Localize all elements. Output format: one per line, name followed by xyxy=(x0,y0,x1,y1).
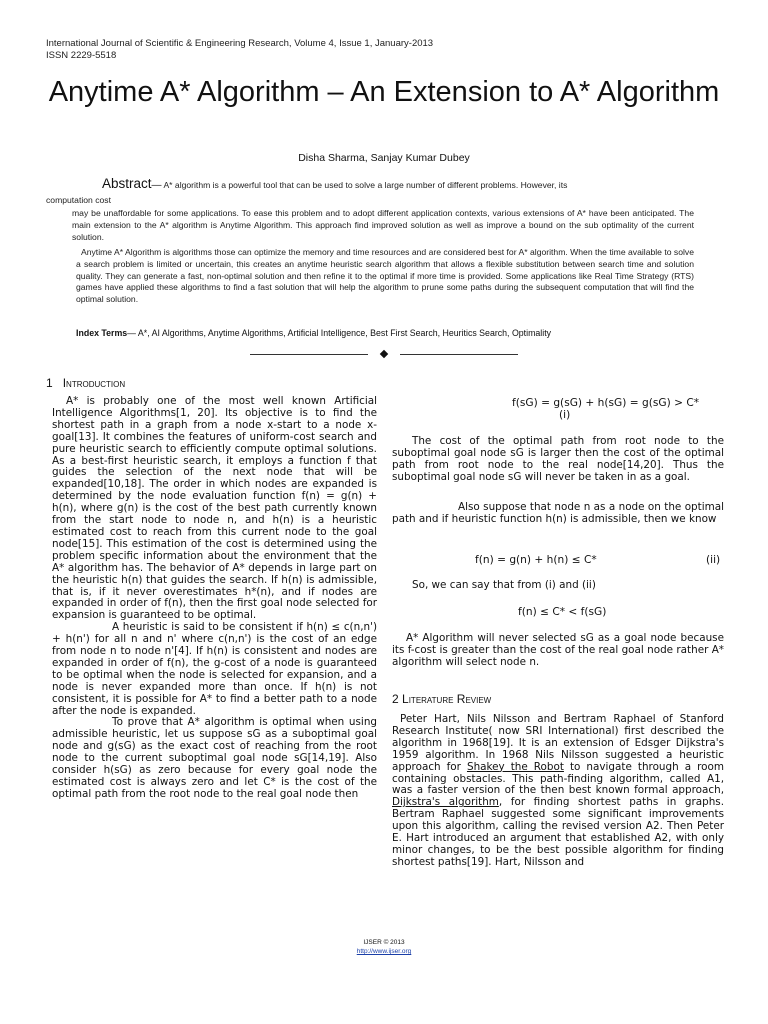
literature-paragraph-1 xyxy=(392,714,724,869)
intro-paragraph-3: To prove that A* algorithm is optimal when using admissible heuristic, let us suppose sG as a suboptimal goal node and g(sG) as the exact cost of reaching from the root node to the current suboptimal goal node sG[14,19]. Also consider h(sG) as zero because for every goal node the estimated cost is always zero and let C* is the cost of the optimal path from the root node to the real goal node then xyxy=(52,716,377,800)
journal-header: International Journal of Scientific & Engineering Research, Volume 4, Issue 1, January-2013 xyxy=(46,38,434,49)
equation-1: f(sG) = g(sG) + h(sG) = g(sG) > C* xyxy=(512,397,700,409)
right-paragraph-1: The cost of the optimal path from root node to the suboptimal goal node sG is larger then the cost of the optimal path from root node to the real node[14,20]. Thus the suboptimal goal node sG will never be taken in as a goal. xyxy=(392,435,724,483)
equation-3: f(n) ≤ C* < f(sG) xyxy=(518,606,607,618)
abstract-first-line xyxy=(102,178,702,192)
index-terms-dash: — xyxy=(127,328,136,338)
section-2-number: 2 xyxy=(392,692,399,706)
footer-url-link[interactable]: http://www.ijser.org xyxy=(356,948,412,955)
equation-1-label: (i) xyxy=(559,409,571,421)
index-terms xyxy=(76,328,551,338)
section-1-number: 1 xyxy=(46,376,53,390)
footer-copyright: IJSER © 2013 xyxy=(363,939,405,946)
diamond-icon xyxy=(380,350,388,358)
intro-paragraph-2: A heuristic is said to be consistent if h(n) ≤ c(n,n') + h(n') for all n and n' where c(n,n') is the cost of an edge from node n to node n'[4]. If h(n) is consistent and nodes are expanded in order of f(n), the g-cost of a node is guaranteed to be optimal when the node is selected for expansion, and a node is never expanded more than once. If h(n) is not consistent, it is possible for A* to find a better path to a node after the node is expanded. xyxy=(52,621,377,717)
index-terms-label: Index Terms xyxy=(76,328,128,338)
section-2-title: Literature Review xyxy=(402,692,492,706)
section-1-title: Introduction xyxy=(62,376,126,390)
abstract-line1: A* algorithm is a powerful tool that can be used to solve a large number of different problems. However, its xyxy=(161,180,568,190)
index-terms-text: A*, AI Algorithms, Anytime Algorithms, Artificial Intelligence, Best First Search, Heuritics Search, Optimality xyxy=(135,328,552,338)
authors: Disha Sharma, Sanjay Kumar Dubey xyxy=(298,152,470,164)
shakey-the-robot-link[interactable]: Shakey the Robot xyxy=(466,760,564,773)
abstract-paragraph-2: Anytime A* Algorithm is algorithms those can optimize the memory and time resources and are considered best for A* algorithm. When the time available to solve a search problem is limited or uncertain, this creates an anytime heuristic search algorithm that allows a flexible substitution between search time and solution quality. They can generate a fast, non-optimal solution and then refine it to the optimal if more time is provided. Some applications like Real Time Strategy (RTS) games have applied these algorithms to find a fast solution that will help the algorithm to prune some paths during the subsequent computation that will find the optimal solution. xyxy=(76,247,694,305)
issn-line: ISSN 2229-5518 xyxy=(46,50,117,61)
section-1-heading xyxy=(46,376,125,390)
abstract-paragraph-1: may be unaffordable for some applications. To ease this problem and to adopt different application contexts, various extensions of A* have been anticipated. The main extension to the A* algorithm is Anytime Algorithm. This approach find improved solution as well as improve a bound on the sub optimality of the current solution. xyxy=(72,208,694,242)
paper-title: Anytime A* Algorithm – An Extension to A* Algorithm xyxy=(48,76,720,108)
right-paragraph-2: Also suppose that node n as a node on the optimal path and if heuristic function h(n) is admissible, then we know xyxy=(392,501,724,525)
section-2-heading xyxy=(392,692,491,706)
lit-text-c: , for finding shortest paths in graphs. Bertram Raphael suggested some significant improvements upon this algorithm, calling the revised version A2. Then Peter E. Hart introduced an argument that established A2, with only minor changes, to be the best possible algorithm for finding shortest paths[19]. Hart, Nilsson and xyxy=(392,796,724,868)
dijkstras-algorithm-link[interactable]: Dijkstra's algorithm xyxy=(392,796,499,809)
lit-text-a: Peter Hart, Nils Nilsson and Bertram Raphael of Stanford Research Institute( now SRI International) first described the algorithm in 1968[19]. It is an extension of Edsger Dijkstra's 1959 algorithm. In 1968 Nils Nilsson suggested a heuristic approach for xyxy=(392,713,724,773)
equation-2: f(n) = g(n) + h(n) ≤ C* xyxy=(475,554,597,566)
left-column xyxy=(52,396,377,801)
divider-line-right xyxy=(400,354,518,355)
divider-line-left xyxy=(250,354,368,355)
footer-url-wrap xyxy=(0,948,768,955)
equation-2-label: (ii) xyxy=(706,554,721,566)
abstract-dash: — xyxy=(151,180,162,191)
section-divider xyxy=(250,350,518,360)
lit-text-b: to navigate through a room containing obstacles. This path-finding algorithm, called A1, was a faster version of the then best known formal approach, xyxy=(392,760,724,797)
right-paragraph-4: A* Algorithm will never selected sG as a goal node because its f-cost is greater than the cost of the real goal node rather A* algorithm will select node n. xyxy=(392,632,724,668)
abstract-heading: Abstract xyxy=(102,176,152,191)
right-paragraph-3: So, we can say that from (i) and (ii) xyxy=(412,579,596,591)
abstract-line2: computation cost xyxy=(46,195,111,205)
intro-paragraph-1: A* is probably one of the most well known Artificial Intelligence Algorithms[1, 20]. Its objective is to find the shortest path in a graph from a node x-start to a node x-goal[13]. It combines the features of uniform-cost search and pure heuristic search to efficiently compute optimal solutions. As a best-first heuristic search, it employs a function f that guides the selection of the next node that will be expanded[10,18]. The order in which nodes are expanded is determined by the node evaluation function f(n) = g(n) + h(n), where g(n) is the cost of the best path currently known from the start node to node n, and h(n) is a heuristic estimated cost to reach from this current node to the goal node[15]. This estimation of the cost is determined using the problem specific information about the environment that the A* algorithm has. The behavior of A* depends in large part on the heuristic h(n) that guides the search. If h(n) is admissible, that is, if it never overestimates h*(n), and if nodes are expanded in order of f(n), then the first goal node selected for expansion is guaranteed to be optimal. xyxy=(52,395,377,622)
